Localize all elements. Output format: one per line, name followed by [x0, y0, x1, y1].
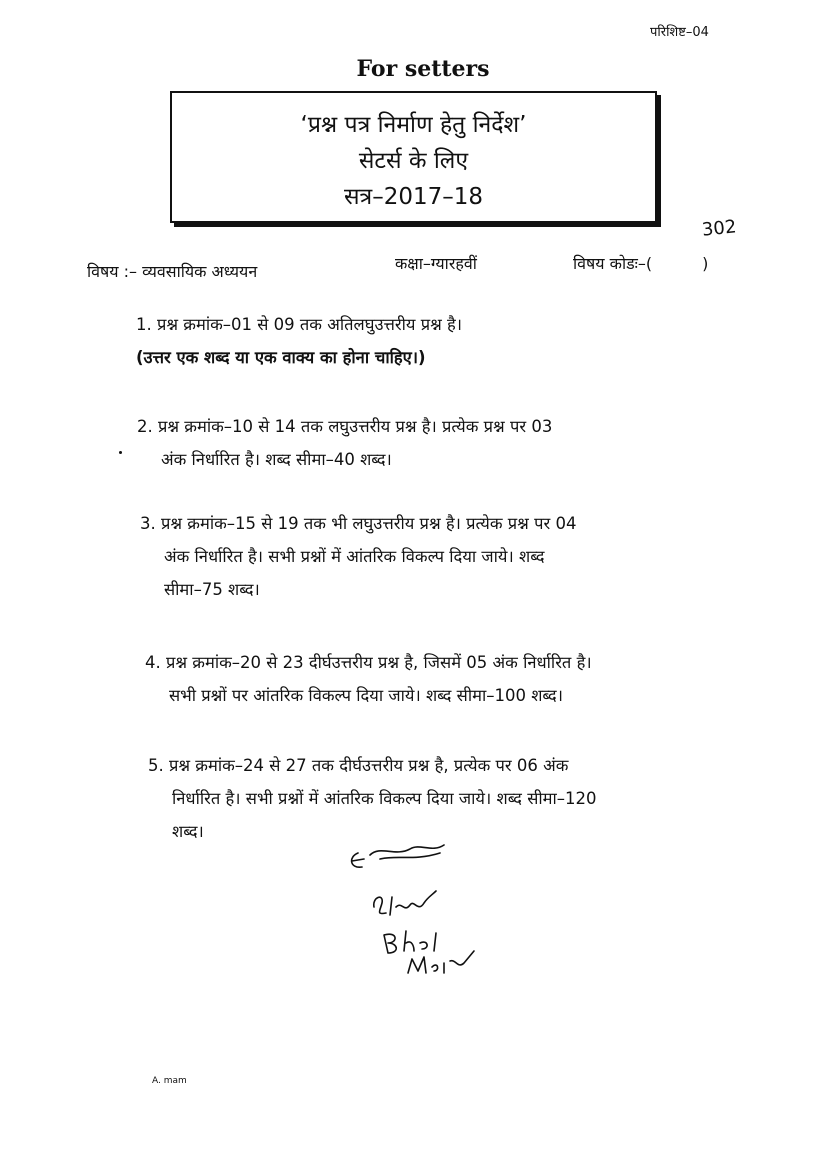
instruction-item-3 — [140, 507, 576, 606]
signature-scribble-2 — [374, 891, 436, 915]
appendix-label: परिशिष्ट–04 — [650, 25, 709, 40]
title-box — [170, 91, 657, 223]
page-heading: For setters — [356, 56, 490, 82]
title-line-2: सेटर्स के लिए — [358, 148, 469, 174]
instruction-line: निर्धारित है। सभी प्रश्नों में आंतरिक विकल्प दिया जाये। शब्द सीमा–120 — [172, 789, 597, 808]
instruction-line: सभी प्रश्नों पर आंतरिक विकल्प दिया जाये। शब्द सीमा–100 शब्द। — [169, 686, 563, 705]
class-label: कक्षा–ग्यारहवीं — [395, 254, 477, 273]
title-line-1: ‘प्रश्न पत्र निर्माण हेतु निर्देश’ — [300, 112, 527, 138]
subject-code-label — [573, 252, 708, 274]
signature-scribble-1 — [352, 845, 444, 867]
footer-note: A. mam — [152, 1076, 187, 1086]
instruction-note: (उत्तर एक शब्द या एक वाक्य का होना चाहिए।) — [136, 348, 426, 367]
instruction-item-5 — [148, 749, 597, 848]
instruction-item-1 — [136, 308, 462, 374]
instruction-item-4 — [145, 646, 592, 712]
instruction-line: अंक निर्धारित है। सभी प्रश्नों में आंतरिक विकल्प दिया जाये। शब्द — [164, 547, 545, 566]
subject-row — [0, 252, 826, 282]
instruction-line: 1. प्रश्न क्रमांक–01 से 09 तक अतिलघुउत्तरीय प्रश्न है। — [136, 315, 463, 334]
dot-mark — [119, 451, 122, 454]
instruction-line: 4. प्रश्न क्रमांक–20 से 23 दीर्घउत्तरीय प्रश्न है, जिसमें 05 अंक निर्धारित है। — [145, 653, 592, 672]
signature-scribble-4 — [408, 951, 474, 973]
subject-label: विषय :– व्यवसायिक अध्ययन — [87, 262, 258, 281]
subject-code-handwritten: 302 — [700, 216, 738, 241]
instruction-line: शब्द। — [172, 822, 204, 841]
subject-code-prefix: विषय कोडः–( — [573, 254, 653, 273]
instruction-line: सीमा–75 शब्द। — [164, 580, 260, 599]
signature-scribble-3 — [384, 931, 436, 953]
instruction-line: अंक निर्धारित है। शब्द सीमा–40 शब्द। — [161, 450, 392, 469]
instruction-line: 5. प्रश्न क्रमांक–24 से 27 तक दीर्घउत्तरीय प्रश्न है, प्रत्येक पर 06 अंक — [148, 756, 569, 775]
instruction-line: 2. प्रश्न क्रमांक–10 से 14 तक लघुउत्तरीय प्रश्न है। प्रत्येक प्रश्न पर 03 — [137, 417, 553, 436]
title-line-3: सत्र–2017–18 — [343, 184, 484, 210]
instruction-item-2 — [137, 410, 552, 476]
subject-code-close: ) — [702, 254, 709, 273]
instruction-line: 3. प्रश्न क्रमांक–15 से 19 तक भी लघुउत्तरीय प्रश्न है। प्रत्येक प्रश्न पर 04 — [140, 514, 577, 533]
handwritten-signatures — [340, 835, 500, 985]
